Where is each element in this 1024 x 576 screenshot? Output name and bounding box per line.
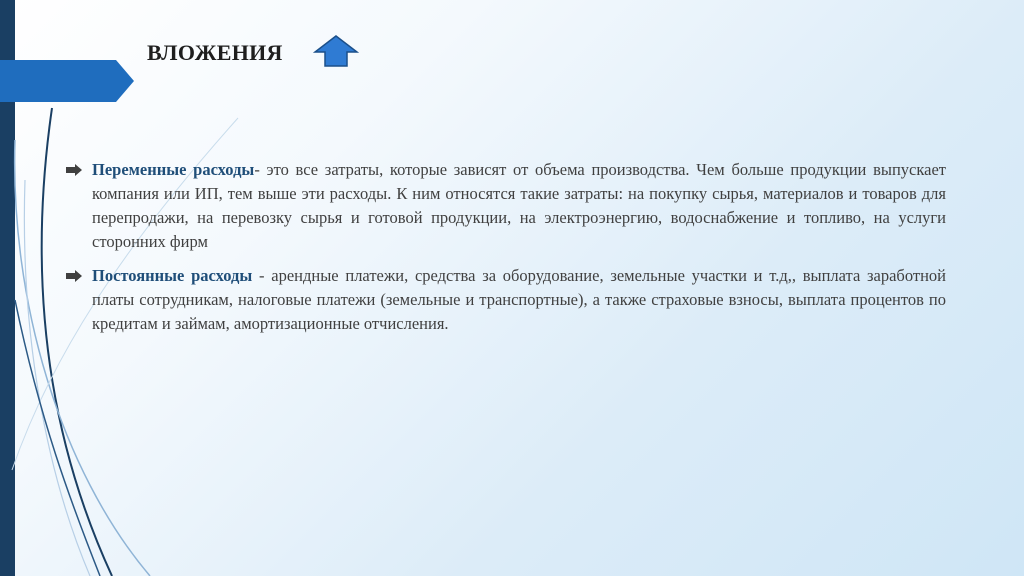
bullet-term: Постоянные расходы: [92, 266, 253, 285]
bullet-description: - это все затраты, которые зависят от объема производства. Чем больше продукции выпускает компания или ИП, тем выше эти расходы. К ним относятся такие затраты: на покупку сырья, материалов и товаров для перепродажи, на перевозку сырья и готовой продукции, на электроэнергию, водоснабжение и топливо, на услуги сторонних фирм: [92, 160, 946, 251]
bullet-item-variable-costs: [60, 158, 946, 254]
bullet-paragraph: [92, 264, 946, 336]
bullet-term: Переменные расходы: [92, 160, 255, 179]
bullet-paragraph: [92, 158, 946, 254]
up-arrow-icon[interactable]: [313, 34, 359, 68]
bullet-list: [60, 158, 946, 346]
bullet-item-fixed-costs: [60, 264, 946, 336]
arrow-bullet-icon: [66, 164, 82, 176]
bullet-description: - арендные платежи, средства за оборудование, земельные участки и т.д,, выплата заработной платы сотрудникам, налоговые платежи (земельные и транспортные), а также страховые взносы, выплата процентов по кредитам и займам, амортизационные отчисления.: [92, 266, 946, 333]
arrow-bullet-icon: [66, 270, 82, 282]
slide-title: ВЛОЖЕНИЯ: [147, 40, 283, 65]
